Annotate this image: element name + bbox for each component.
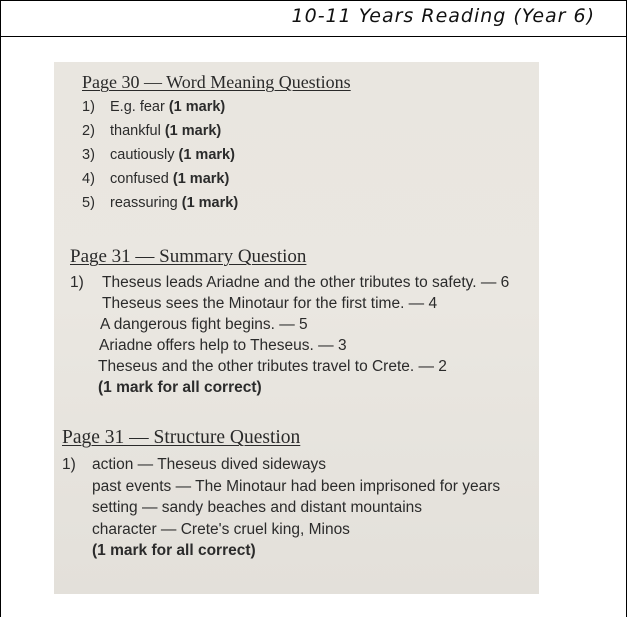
list-item: action — Theseus dived sideways	[92, 456, 327, 473]
mark-note: (1 mark for all correct)	[92, 542, 256, 559]
list-item: 3) cautiously (1 mark)	[82, 147, 235, 163]
list-item: Theseus sees the Minotaur for the first time. — 4	[102, 295, 438, 312]
section-title-summary: Page 31 — Summary Question	[70, 246, 307, 267]
list-item: setting — sandy beaches and distant mountains	[92, 499, 423, 516]
structure-section	[62, 427, 539, 562]
section-title-word-meaning: Page 30 — Word Meaning Questions	[82, 72, 351, 92]
answer-sheet-photo	[54, 62, 539, 594]
question-number: 1)	[62, 456, 76, 473]
list-item: Theseus leads Ariadne and the other tributes to safety. — 6	[102, 274, 510, 291]
word-meaning-section	[82, 72, 539, 215]
list-item: 2) thankful (1 mark)	[82, 123, 222, 139]
list-item: 1) E.g. fear (1 mark)	[82, 99, 226, 115]
question-number: 1)	[70, 274, 84, 291]
section-title-structure: Page 31 — Structure Question	[62, 427, 301, 448]
list-item: character — Crete's cruel king, Minos	[92, 520, 350, 538]
header-bar	[0, 0, 627, 37]
list-item: past events — The Minotaur had been imprisoned for years	[92, 477, 501, 495]
list-item: 5) reassuring (1 mark)	[82, 195, 239, 211]
mark-note: (1 mark for all correct)	[98, 379, 262, 396]
list-item: A dangerous fight begins. — 5	[100, 316, 308, 333]
list-item: Ariadne offers help to Theseus. — 3	[99, 337, 347, 354]
page-title: 10-11 Years Reading (Year 6)	[291, 5, 595, 27]
list-item: 4) confused (1 mark)	[82, 171, 230, 187]
summary-section	[70, 246, 539, 398]
list-item: Theseus and the other tributes travel to Crete. — 2	[98, 358, 447, 375]
